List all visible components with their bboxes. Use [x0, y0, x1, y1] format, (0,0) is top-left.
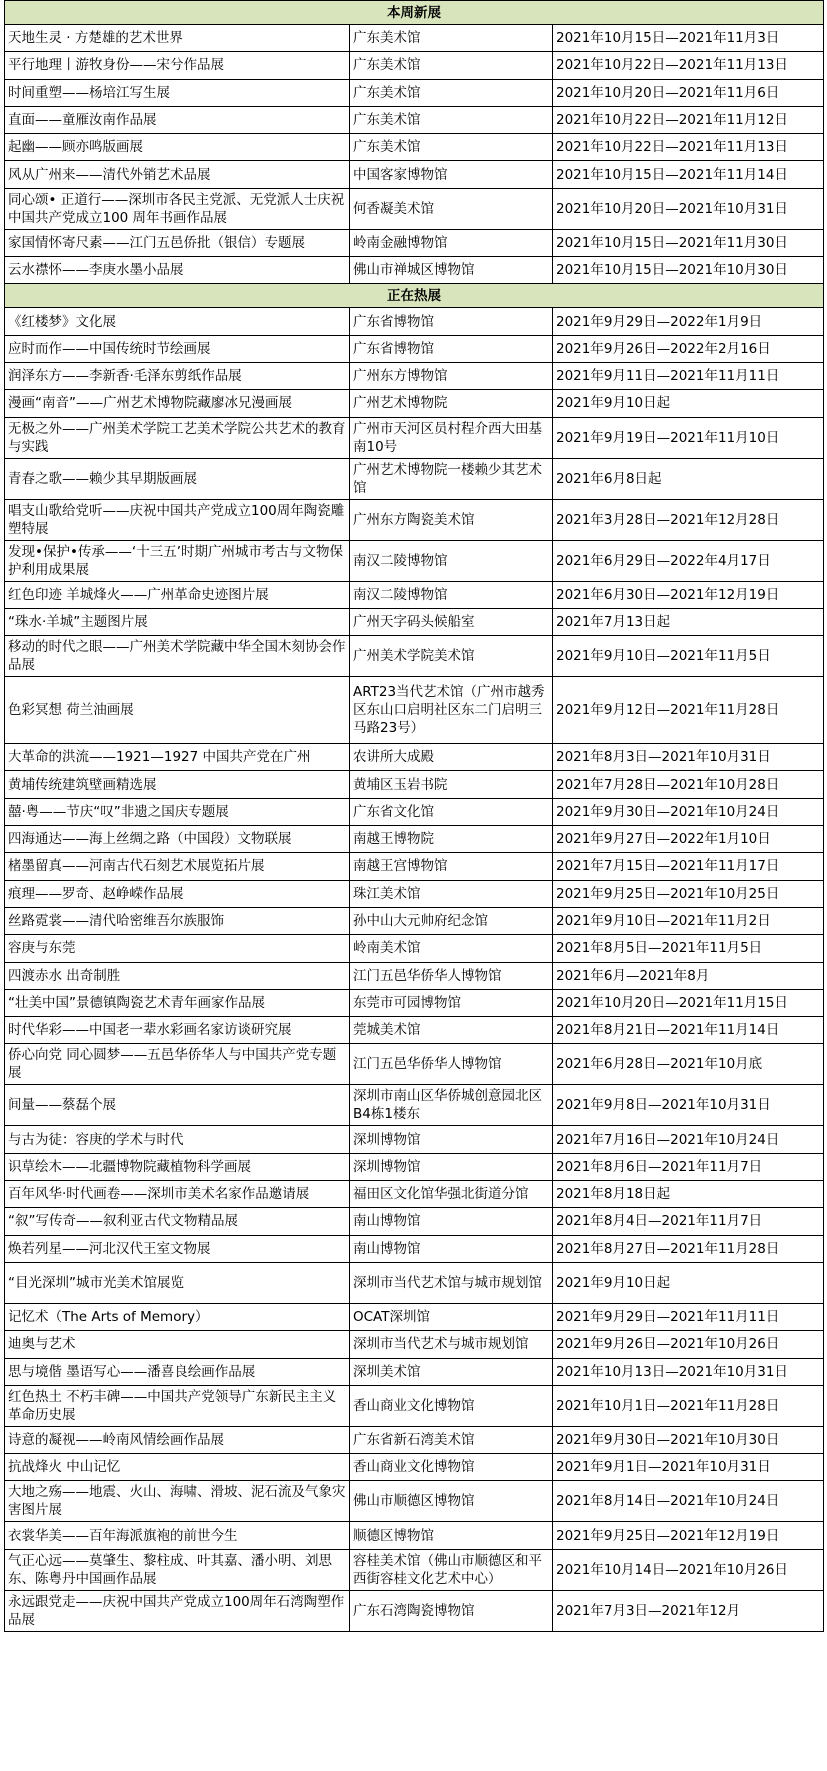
table-row: [5, 1331, 824, 1358]
exhibition-name: 时间重塑——杨培江写生展: [5, 79, 350, 106]
exhibition-name: 黄埔传统建筑壁画精选展: [5, 771, 350, 798]
exhibition-dates: 2021年9月10日起: [553, 390, 824, 417]
table-row: [5, 853, 824, 880]
exhibition-dates: 2021年9月25日—2021年12月19日: [553, 1522, 824, 1549]
table-row: [5, 106, 824, 133]
exhibition-venue: 南山博物馆: [350, 1208, 553, 1235]
exhibition-venue: 广东美术馆: [350, 134, 553, 161]
table-row: [5, 989, 824, 1016]
exhibition-dates: 2021年10月15日—2021年11月30日: [553, 229, 824, 256]
exhibition-venue: 南汉二陵博物馆: [350, 581, 553, 608]
exhibition-dates: 2021年9月1日—2021年10月31日: [553, 1454, 824, 1481]
table-row: [5, 1303, 824, 1330]
exhibition-venue: 广东省文化馆: [350, 798, 553, 825]
exhibition-dates: 2021年6月30日—2021年12月19日: [553, 581, 824, 608]
table-row: [5, 581, 824, 608]
exhibition-venue: 南越王博物院: [350, 826, 553, 853]
table-row: [5, 636, 824, 677]
exhibition-venue: 深圳市南山区华侨城创意园北区B4栋1楼东: [350, 1085, 553, 1126]
exhibition-name: 润泽东方——李新香·毛泽东剪纸作品展: [5, 362, 350, 389]
table-row: [5, 134, 824, 161]
exhibition-dates: 2021年6月—2021年8月: [553, 962, 824, 989]
exhibition-dates: 2021年6月8日起: [553, 458, 824, 499]
exhibition-name: 百年风华·时代画卷——深圳市美术名家作品邀请展: [5, 1181, 350, 1208]
exhibition-dates: 2021年9月29日—2021年11月11日: [553, 1303, 824, 1330]
exhibition-venue: 香山商业文化博物馆: [350, 1454, 553, 1481]
section-title: 本周新展: [5, 1, 824, 25]
exhibition-venue: 广州东方陶瓷美术馆: [350, 499, 553, 540]
exhibition-venue: 南越王宫博物馆: [350, 853, 553, 880]
exhibition-venue: 岭南金融博物馆: [350, 229, 553, 256]
table-row: [5, 1358, 824, 1385]
exhibition-dates: 2021年9月12日—2021年11月28日: [553, 677, 824, 744]
exhibition-name: 间量——蔡磊个展: [5, 1085, 350, 1126]
table-row: [5, 417, 824, 458]
exhibition-dates: 2021年8月4日—2021年11月7日: [553, 1208, 824, 1235]
exhibition-name: 丝路霓裳——清代哈密维吾尔族服饰: [5, 907, 350, 934]
exhibition-dates: 2021年7月16日—2021年10月24日: [553, 1126, 824, 1153]
exhibition-name: 囍·粤——节庆“叹”非遗之国庆专题展: [5, 798, 350, 825]
table-row: [5, 798, 824, 825]
table-row: [5, 1262, 824, 1303]
exhibition-venue: 佛山市禅城区博物馆: [350, 257, 553, 284]
table-row: [5, 1481, 824, 1522]
exhibition-name: 焕若列星——河北汉代王室文物展: [5, 1235, 350, 1262]
table-row: [5, 390, 824, 417]
table-row: [5, 880, 824, 907]
exhibition-venue: 江门五邑华侨华人博物馆: [350, 962, 553, 989]
section-header: [5, 284, 824, 308]
exhibition-venue: 中国客家博物馆: [350, 161, 553, 188]
exhibition-dates: 2021年3月28日—2021年12月28日: [553, 499, 824, 540]
exhibition-dates: 2021年10月15日—2021年11月3日: [553, 25, 824, 52]
exhibition-name: 楮墨留真——河南古代石刻艺术展览拓片展: [5, 853, 350, 880]
exhibition-dates: 2021年9月29日—2022年1月9日: [553, 308, 824, 335]
table-row: [5, 540, 824, 581]
exhibition-venue: 广东美术馆: [350, 25, 553, 52]
exhibition-venue: 广州美术学院美术馆: [350, 636, 553, 677]
exhibition-venue: 广州天字码头候船室: [350, 608, 553, 635]
exhibition-name: 色彩冥想 荷兰油画展: [5, 677, 350, 744]
table-row: [5, 25, 824, 52]
exhibition-dates: 2021年10月20日—2021年10月31日: [553, 188, 824, 229]
exhibition-dates: 2021年10月15日—2021年11月14日: [553, 161, 824, 188]
exhibition-dates: 2021年8月14日—2021年10月24日: [553, 1481, 824, 1522]
exhibition-venue: 广州东方博物馆: [350, 362, 553, 389]
exhibition-name: 直面——童雁汝南作品展: [5, 106, 350, 133]
exhibition-venue: 深圳美术馆: [350, 1358, 553, 1385]
exhibition-venue: 广州市天河区员村程介西大田基南10号: [350, 417, 553, 458]
exhibition-name: 思与境偕 墨语写心——潘喜良绘画作品展: [5, 1358, 350, 1385]
table-row: [5, 188, 824, 229]
table-row: [5, 52, 824, 79]
exhibition-venue: 深圳市当代艺术馆与城市规划馆: [350, 1262, 553, 1303]
table-row: [5, 229, 824, 256]
table-row: [5, 907, 824, 934]
exhibition-dates: 2021年7月15日—2021年11月17日: [553, 853, 824, 880]
table-row: [5, 1235, 824, 1262]
exhibition-venue: 深圳博物馆: [350, 1153, 553, 1180]
exhibition-name: 风从广州来——清代外销艺术品展: [5, 161, 350, 188]
exhibition-dates: 2021年9月19日—2021年11月10日: [553, 417, 824, 458]
exhibition-name: 侨心向党 同心圆梦——五邑华侨华人与中国共产党专题展: [5, 1044, 350, 1085]
table-row: [5, 1017, 824, 1044]
table-row: [5, 1208, 824, 1235]
exhibition-venue: 深圳博物馆: [350, 1126, 553, 1153]
exhibition-dates: 2021年9月10日—2021年11月2日: [553, 907, 824, 934]
section-title: 正在热展: [5, 284, 824, 308]
table-row: [5, 608, 824, 635]
exhibition-name: 痕理——罗奇、赵峥嵘作品展: [5, 880, 350, 907]
exhibition-dates: 2021年8月21日—2021年11月14日: [553, 1017, 824, 1044]
exhibition-venue: 广州艺术博物院一楼赖少其艺术馆: [350, 458, 553, 499]
exhibition-dates: 2021年9月30日—2021年10月30日: [553, 1426, 824, 1453]
exhibition-venue: 广东石湾陶瓷博物馆: [350, 1590, 553, 1631]
exhibition-dates: 2021年10月22日—2021年11月13日: [553, 134, 824, 161]
exhibition-dates: 2021年9月26日—2022年2月16日: [553, 335, 824, 362]
exhibition-name: 抗战烽火 中山记忆: [5, 1454, 350, 1481]
exhibition-name: 迪奥与艺术: [5, 1331, 350, 1358]
table-row: [5, 335, 824, 362]
exhibition-venue: ART23当代艺术馆（广州市越秀区东山口启明社区东二门启明三马路23号）: [350, 677, 553, 744]
exhibition-venue: 江门五邑华侨华人博物馆: [350, 1044, 553, 1085]
exhibition-venue: 南山博物馆: [350, 1235, 553, 1262]
exhibition-dates: 2021年9月26日—2021年10月26日: [553, 1331, 824, 1358]
exhibition-dates: 2021年8月3日—2021年10月31日: [553, 744, 824, 771]
exhibition-venue: OCAT深圳馆: [350, 1303, 553, 1330]
exhibition-name: “叙”写传奇——叙利亚古代文物精品展: [5, 1208, 350, 1235]
table-row: [5, 1385, 824, 1426]
exhibition-venue: 广东美术馆: [350, 79, 553, 106]
exhibition-dates: 2021年7月13日起: [553, 608, 824, 635]
table-row: [5, 362, 824, 389]
exhibition-venue: 农讲所大成殿: [350, 744, 553, 771]
exhibition-name: 四海通达——海上丝绸之路（中国段）文物联展: [5, 826, 350, 853]
exhibition-dates: 2021年10月22日—2021年11月13日: [553, 52, 824, 79]
exhibition-venue: 广东美术馆: [350, 52, 553, 79]
exhibition-name: 容庚与东莞: [5, 935, 350, 962]
exhibition-name: 漫画“南音”——广州艺术博物院藏廖冰兄漫画展: [5, 390, 350, 417]
table-row: [5, 771, 824, 798]
exhibition-venue: 何香凝美术馆: [350, 188, 553, 229]
exhibition-venue: 珠江美术馆: [350, 880, 553, 907]
exhibition-venue: 佛山市顺德区博物馆: [350, 1481, 553, 1522]
exhibition-dates: 2021年10月20日—2021年11月15日: [553, 989, 824, 1016]
exhibition-venue: 孙中山大元帅府纪念馆: [350, 907, 553, 934]
exhibition-name: 应时而作——中国传统时节绘画展: [5, 335, 350, 362]
exhibition-name: “壮美中国”景德镇陶瓷艺术青年画家作品展: [5, 989, 350, 1016]
table-row: [5, 1590, 824, 1631]
table-row: [5, 1549, 824, 1590]
exhibition-name: 平行地理丨游牧身份——宋兮作品展: [5, 52, 350, 79]
exhibition-name: 永远跟党走——庆祝中国共产党成立100周年石湾陶塑作品展: [5, 1590, 350, 1631]
exhibition-dates: 2021年7月3日—2021年12月: [553, 1590, 824, 1631]
table-row: [5, 1454, 824, 1481]
exhibition-dates: 2021年6月28日—2021年10月底: [553, 1044, 824, 1085]
exhibition-dates: 2021年10月1日—2021年11月28日: [553, 1385, 824, 1426]
exhibition-name: 四渡赤水 出奇制胜: [5, 962, 350, 989]
exhibition-name: 同心颂• 正道行——深圳市各民主党派、无党派人士庆祝中国共产党成立100 周年书画作品展: [5, 188, 350, 229]
exhibition-name: 衣裳华美——百年海派旗袍的前世今生: [5, 1522, 350, 1549]
exhibition-name: 识草绘木——北疆博物院藏植物科学画展: [5, 1153, 350, 1180]
exhibition-dates: 2021年9月27日—2022年1月10日: [553, 826, 824, 853]
exhibition-venue: 广东省博物馆: [350, 308, 553, 335]
exhibition-name: 与古为徒：容庚的学术与时代: [5, 1126, 350, 1153]
table-row: [5, 499, 824, 540]
exhibition-dates: 2021年9月10日—2021年11月5日: [553, 636, 824, 677]
exhibition-dates: 2021年10月22日—2021年11月12日: [553, 106, 824, 133]
table-row: [5, 1153, 824, 1180]
exhibition-venue: 香山商业文化博物馆: [350, 1385, 553, 1426]
table-row: [5, 744, 824, 771]
exhibition-name: 移动的时代之眼——广州美术学院藏中华全国木刻协会作品展: [5, 636, 350, 677]
exhibition-name: 记忆术（The Arts of Memory）: [5, 1303, 350, 1330]
exhibition-name: “珠水·羊城”主题图片展: [5, 608, 350, 635]
exhibition-name: 青春之歌——赖少其早期版画展: [5, 458, 350, 499]
exhibition-dates: 2021年8月27日—2021年11月28日: [553, 1235, 824, 1262]
exhibition-venue: 广东美术馆: [350, 106, 553, 133]
exhibition-dates: 2021年10月20日—2021年11月6日: [553, 79, 824, 106]
exhibition-venue: 容桂美术馆（佛山市顺德区和平西街容桂文化艺术中心）: [350, 1549, 553, 1590]
exhibition-name: 天地生灵 · 方楚雄的艺术世界: [5, 25, 350, 52]
table-row: [5, 1181, 824, 1208]
exhibition-name: “目光深圳”城市光美术馆展览: [5, 1262, 350, 1303]
exhibition-dates: 2021年9月8日—2021年10月31日: [553, 1085, 824, 1126]
table-row: [5, 308, 824, 335]
exhibition-venue: 广州艺术博物院: [350, 390, 553, 417]
exhibition-table: [4, 0, 824, 1632]
exhibition-dates: 2021年8月6日—2021年11月7日: [553, 1153, 824, 1180]
table-row: [5, 161, 824, 188]
table-row: [5, 1522, 824, 1549]
exhibition-venue: 南汉二陵博物馆: [350, 540, 553, 581]
exhibition-venue: 福田区文化馆华强北街道分馆: [350, 1181, 553, 1208]
exhibition-dates: 2021年8月18日起: [553, 1181, 824, 1208]
exhibition-dates: 2021年8月5日—2021年11月5日: [553, 935, 824, 962]
exhibition-name: 《红楼梦》文化展: [5, 308, 350, 335]
exhibition-dates: 2021年9月11日—2021年11月11日: [553, 362, 824, 389]
table-row: [5, 458, 824, 499]
exhibition-name: 唱支山歌给党听——庆祝中国共产党成立100周年陶瓷雕塑特展: [5, 499, 350, 540]
table-row: [5, 677, 824, 744]
table-row: [5, 1426, 824, 1453]
exhibition-name: 红色热土 不朽丰碑——中国共产党领导广东新民主主义革命历史展: [5, 1385, 350, 1426]
exhibition-name: 诗意的凝视——岭南风情绘画作品展: [5, 1426, 350, 1453]
table-row: [5, 1126, 824, 1153]
exhibition-name: 发现•保护•传承——‘十三五’时期广州城市考古与文物保护利用成果展: [5, 540, 350, 581]
exhibition-venue: 深圳市当代艺术与城市规划馆: [350, 1331, 553, 1358]
exhibition-venue: 广东省新石湾美术馆: [350, 1426, 553, 1453]
table-row: [5, 1044, 824, 1085]
exhibition-venue: 莞城美术馆: [350, 1017, 553, 1044]
exhibition-venue: 东莞市可园博物馆: [350, 989, 553, 1016]
table-row: [5, 826, 824, 853]
table-row: [5, 257, 824, 284]
exhibition-dates: 2021年9月25日—2021年10月25日: [553, 880, 824, 907]
exhibition-venue: 顺德区博物馆: [350, 1522, 553, 1549]
exhibition-venue: 黄埔区玉岩书院: [350, 771, 553, 798]
exhibition-name: 起幽——顾亦鸣版画展: [5, 134, 350, 161]
exhibition-name: 无极之外——广州美术学院工艺美术学院公共艺术的教育与实践: [5, 417, 350, 458]
exhibition-dates: 2021年10月15日—2021年10月30日: [553, 257, 824, 284]
exhibition-venue: 广东省博物馆: [350, 335, 553, 362]
exhibition-venue: 岭南美术馆: [350, 935, 553, 962]
table-row: [5, 962, 824, 989]
table-row: [5, 79, 824, 106]
exhibition-name: 气正心远——莫肇生、黎柱成、叶其嘉、潘小明、刘思东、陈粤丹中国画作品展: [5, 1549, 350, 1590]
exhibition-name: 云水襟怀——李庚水墨小品展: [5, 257, 350, 284]
exhibition-name: 红色印迹 羊城烽火——广州革命史迹图片展: [5, 581, 350, 608]
exhibition-name: 家国情怀寄尺素——江门五邑侨批（银信）专题展: [5, 229, 350, 256]
exhibition-dates: 2021年9月10日起: [553, 1262, 824, 1303]
exhibition-dates: 2021年7月28日—2021年10月28日: [553, 771, 824, 798]
exhibition-dates: 2021年10月14日—2021年10月26日: [553, 1549, 824, 1590]
table-row: [5, 1085, 824, 1126]
exhibition-name: 大革命的洪流——1921—1927 中国共产党在广州: [5, 744, 350, 771]
exhibition-name: 大地之殇——地震、火山、海啸、滑坡、泥石流及气象灾害图片展: [5, 1481, 350, 1522]
exhibition-dates: 2021年6月29日—2022年4月17日: [553, 540, 824, 581]
table-row: [5, 935, 824, 962]
exhibition-dates: 2021年10月13日—2021年10月31日: [553, 1358, 824, 1385]
exhibition-name: 时代华彩——中国老一辈水彩画名家访谈研究展: [5, 1017, 350, 1044]
exhibition-dates: 2021年9月30日—2021年10月24日: [553, 798, 824, 825]
section-header: [5, 1, 824, 25]
